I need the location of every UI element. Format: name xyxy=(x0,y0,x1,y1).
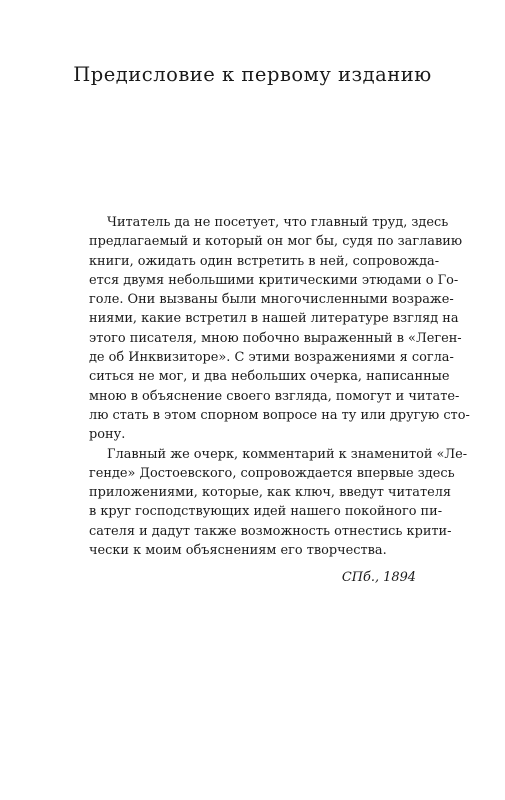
text-line: предлагаемый и который он мог бы, судя по заглавию xyxy=(89,234,463,250)
text-line: голе. Они вызваны были многочисленными возраже- xyxy=(89,292,454,308)
paragraph-1 xyxy=(89,213,470,445)
text-line: сателя и дадут также возможность отнестись крити- xyxy=(89,523,452,539)
text-line: лю стать в этом спорном вопросе на ту или другую сто- xyxy=(89,407,470,423)
text-line: Читатель да не посетует, что главный труд, здесь xyxy=(107,215,449,230)
text-line: этого писателя, мною побочно выраженный в «Леген- xyxy=(89,330,462,346)
text-line: приложениями, которые, как ключ, введут читателя xyxy=(89,485,452,501)
text-line: чески к моим объяснениям его творчества. xyxy=(89,543,387,559)
preface-body xyxy=(89,213,470,588)
text-line: в круг господствующих идей нашего покойного пи- xyxy=(89,504,443,520)
paragraph-2 xyxy=(89,445,468,561)
signature-place-date: СПб., 1894 xyxy=(341,570,416,586)
text-line: мною в объяснение своего взгляда, помогут и читате- xyxy=(89,388,460,404)
text-line: ниями, какие встретил в нашей литературе взгляд на xyxy=(89,311,459,327)
page-title: Предисловие к первому изданию xyxy=(73,63,432,86)
text-line: де об Инквизиторе». С этими возражениями я согла- xyxy=(89,350,454,366)
text-line: Главный же очерк, комментарий к знаменитой «Ле- xyxy=(107,446,468,462)
text-line: рону. xyxy=(89,427,126,443)
text-line: книги, ожидать один встретить в ней, сопровожда- xyxy=(89,253,440,269)
text-line: генде» Достоевского, сопровождается впервые здесь xyxy=(89,465,455,481)
text-line: ситься не мог, и два небольших очерка, написанные xyxy=(89,369,450,385)
text-line: ется двумя небольшими критическими этюдами о Го- xyxy=(89,272,459,288)
